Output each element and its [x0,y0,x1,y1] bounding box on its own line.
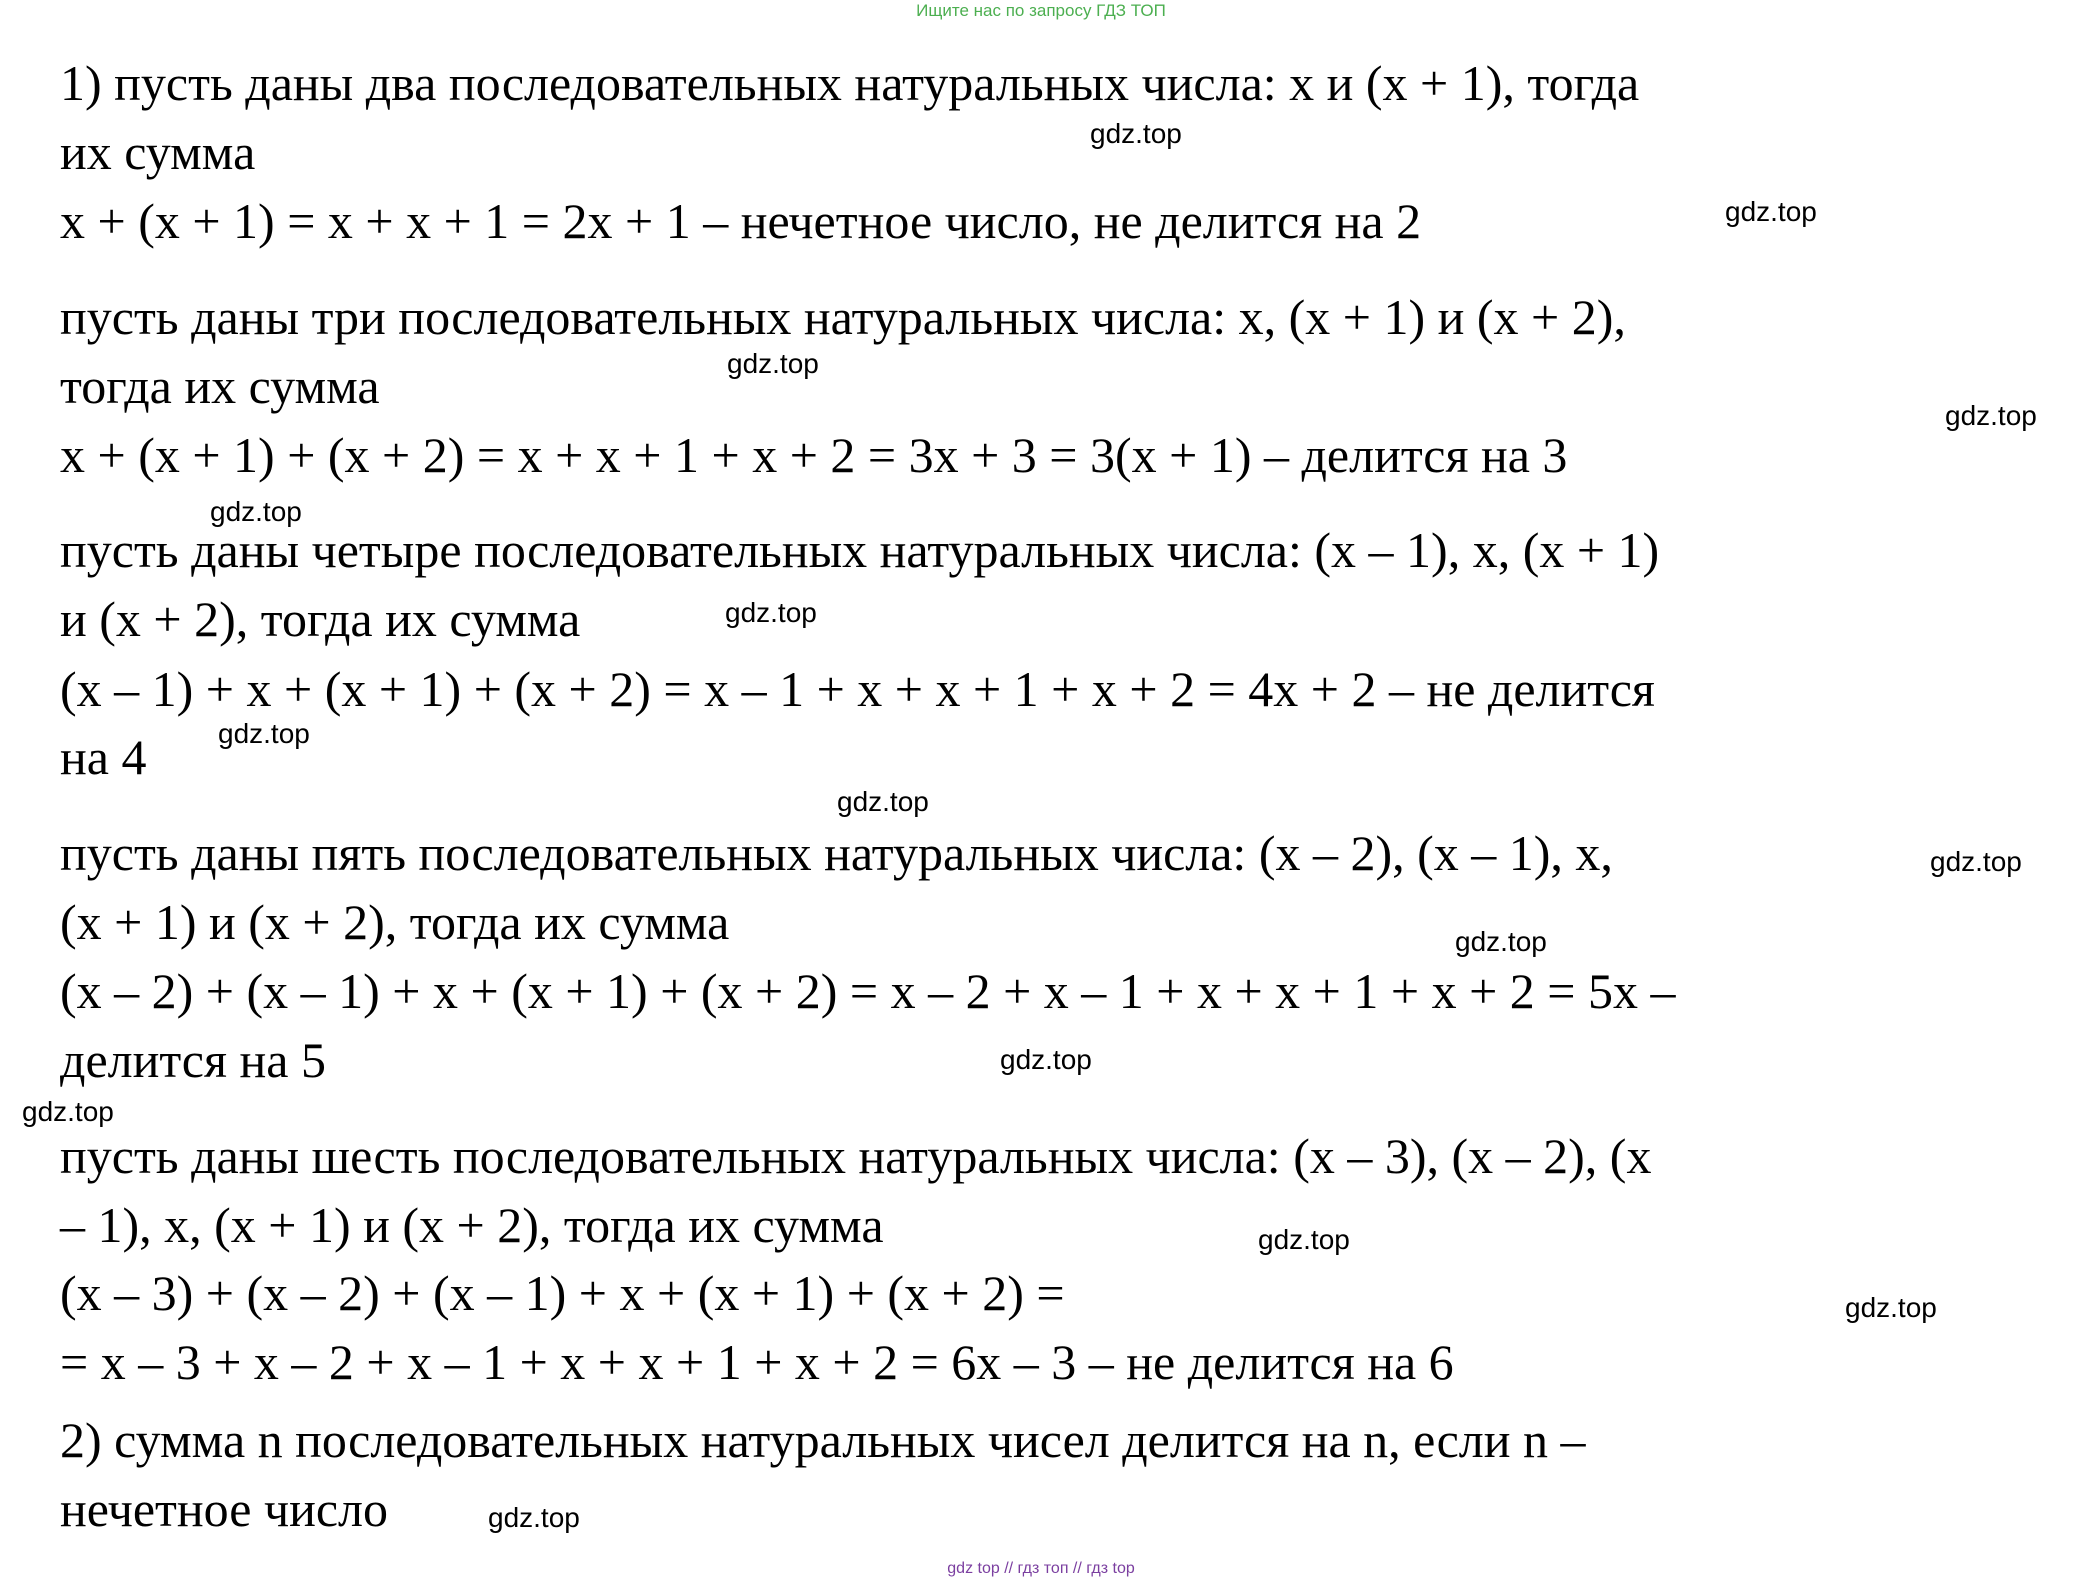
text-line: = х – 3 + х – 2 + х – 1 + х + х + 1 + х + 2 = 6х – 3 – не делится на 6 [60,1334,1454,1390]
text-line: и (х + 2), тогда их сумма [60,591,581,647]
text-line: пусть даны пять последовательных натуральных числа: (х – 2), (х – 1), х, [60,825,1613,881]
watermark: gdz.top [837,786,929,817]
text-line: пусть даны шесть последовательных натуральных числа: (х – 3), (х – 2), (х [60,1128,1652,1184]
text-line: (х – 2) + (х – 1) + х + (х + 1) + (х + 2) = х – 2 + х – 1 + х + х + 1 + х + 2 = 5х – [60,963,1676,1019]
watermark: gdz.top [1725,196,1817,227]
watermark: gdz.top [725,597,817,628]
watermark: gdz.top [727,348,819,379]
watermark: gdz.top [1455,926,1547,957]
text-line: на 4 [60,729,147,785]
watermark: gdz.top [488,1502,580,1533]
text-line: (х + 1) и (х + 2), тогда их сумма [60,894,730,950]
text-line: их сумма [60,124,256,180]
text-line: х + (х + 1) + (х + 2) = х + х + 1 + х + 2 = 3х + 3 = 3(х + 1) – делится на 3 [60,427,1568,483]
text-line: делится на 5 [60,1032,326,1088]
watermark: gdz.top [1845,1292,1937,1323]
watermark: gdz.top [1945,400,2037,431]
watermark: gdz.top [22,1096,114,1127]
watermark: gdz.top [218,718,310,749]
text-line: (х – 1) + х + (х + 1) + (х + 2) = х – 1 + х + х + 1 + х + 2 = 4х + 2 – не делится [60,661,1655,717]
text-line: нечетное число [60,1481,389,1537]
watermark: gdz.top [1000,1044,1092,1075]
text-line: 1) пусть даны два последовательных натуральных числа: х и (х + 1), тогда [60,55,1640,111]
watermark: gdz.top [1930,846,2022,877]
text-line: пусть даны три последовательных натуральных числа: х, (х + 1) и (х + 2), [60,289,1626,345]
text-line: тогда их сумма [60,358,380,414]
text-line: пусть даны четыре последовательных натуральных числа: (х – 1), х, (х + 1) [60,522,1660,578]
footer: gdz top // гдз топ // гдз top [947,1560,1135,1577]
watermark: gdz.top [1258,1224,1350,1255]
text-line: – 1), х, (х + 1) и (х + 2), тогда их сумма [60,1197,884,1253]
top-banner: Ищите нас по запросу ГДЗ ТОП [916,1,1166,20]
text-line: х + (х + 1) = х + х + 1 = 2х + 1 – нечетное число, не делится на 2 [60,193,1422,249]
text-line: (х – 3) + (х – 2) + (х – 1) + х + (х + 1) + (х + 2) = [60,1265,1065,1321]
watermark: gdz.top [210,496,302,527]
watermark: gdz.top [1090,118,1182,149]
text-line: 2) сумма n последовательных натуральных чисел делится на n, если n – [60,1412,1586,1468]
